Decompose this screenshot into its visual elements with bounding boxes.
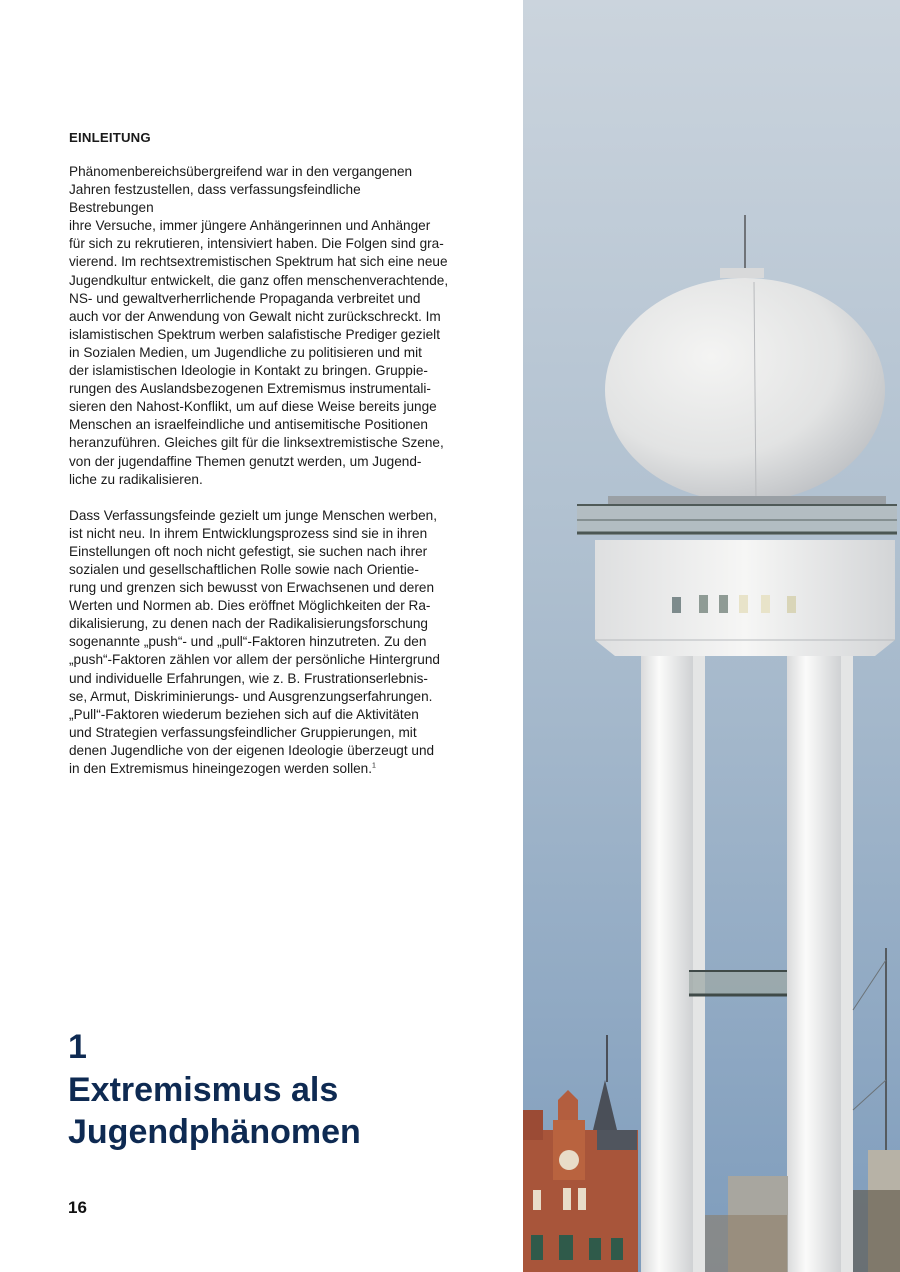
chapter-number: 1	[68, 1028, 87, 1066]
paragraph-intro: Phänomenbereichsübergreifend war in den vergangenen Jahren festzustellen, dass verfassungsfeindliche Bestrebungen ihre Versuche, immer jüngere Anhängerinnen und Anhänger für sich zu rekrutieren, intensiviert haben. Die Folgen sind gra- vierend. Im rechtsextremistischen Spektrum hat sich eine neue Jugendkultur entwickelt, die ganz offen menschenverachtende, NS- und gewaltverherrlichende Propaganda verbreitet und auch vor der Anwendung von Gewalt nicht zurückschreckt. Im islamistischen Spektrum werben salafistische Prediger gezielt in Sozialen Medien, um Jugendliche zu politisieren und mit der islamistischen Ideologie in Kontakt zu bringen. Gruppie- rungen des Auslandsbezogenen Extremismus instrumentali- sieren den Nahost-Konflikt, um auf diese Weise bereits junge Menschen an israelfeindliche und antisemitische Positionen heranzuführen. Gleiches gilt für die linksextremistische Szene, von der jugendaffine Themen genutzt werden, um Jugend- liche zu radikalisieren.	[69, 164, 449, 487]
paragraph-push-pull-text: Dass Verfassungsfeinde gezielt um junge Menschen werben, ist nicht neu. In ihrem Entwicklungsprozess sind sie in ihren Einstellungen oft noch nicht gefestigt, sie suchen nach ihrer sozialen und gesellschaftlichen Rolle sowie nach Orientie- rung und grenzen sich bewusst von Erwachsenen und deren Werten und Normen ab. Dies eröffnet Möglichkeiten der Ra- dikalisierung, zu denen nach der Radikalisierungsforschung sogenannte „push“- und „pull“-Faktoren hinzutreten. Zu den „push“-Faktoren zählen vor allem der persönliche Hintergrund und individuelle Erfahrungen, wie z. B. Frustrationserlebnis- se, Armut, Diskriminierungs- und Ausgrenzungserfahrungen. „Pull“-Faktoren wiederum beziehen sich auf die Aktivitäten und Strategien verfassungsfeindlicher Gruppierungen, mit denen Jugendliche von der eigenen Ideologie überzeugt und in den Extremismus hineingezogen werden sollen.	[69, 507, 440, 776]
text-column	[69, 130, 449, 796]
footnote-marker: 1	[372, 762, 376, 770]
paragraph-push-pull	[69, 507, 449, 778]
right-column	[787, 656, 841, 1272]
left-column	[641, 656, 693, 1272]
chapter-title: Extremismus als Jugendphänomen	[68, 1071, 361, 1151]
section-heading: EINLEITUNG	[69, 130, 151, 145]
radar-tower-photo	[523, 0, 900, 1272]
radar-dome	[605, 278, 885, 502]
bridge	[689, 970, 787, 996]
page-number: 16	[68, 1198, 87, 1217]
